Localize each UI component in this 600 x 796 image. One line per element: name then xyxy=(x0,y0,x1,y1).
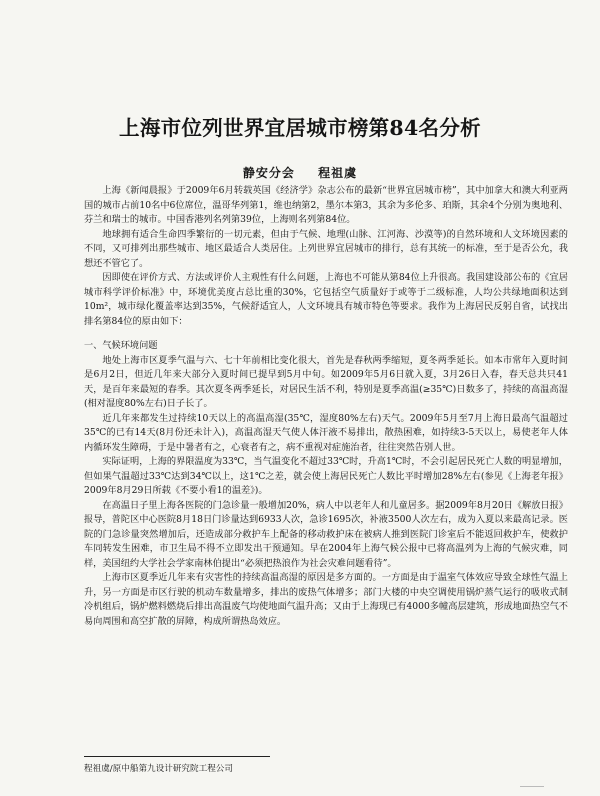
intro-paragraph: 因即使在评价方式、方法或评价人主观性有什么问题，上海也不可能从第84位上升很高。我国建设部公布的《宜居城市科学评价标准》中，环境优美度占总比重的30%，它包括空气质量好于或等于二级标准，人均公共绿地面积达到10m²，城市绿化覆盖率达到35%，气候舒适宜人，人文环境具有城市特色等要求。我作为上海居民反躬自省，试找出排名第84位的原由如下： xyxy=(84,272,568,327)
section-paragraph: 实际证明，上海的界限温度为33℃，当气温变化不超过33℃时，升高1℃时，不会引起居民死亡人数的明显增加，但如果气温超过33℃达到34℃以上，这1℃之差，就会使上海居民死亡人数比平时增加28%左右(参见《上海老年报》2009年8月29日所载《不要小看1的温差》)。 xyxy=(84,456,568,496)
section-paragraph: 近几年来都发生过持续10天以上的高温高湿(35℃，湿度80%左右)天气。2009年5月至7月上海日最高气温超过35℃的已有14天(8月份还未计入)，高温高湿天气使人体汗液不易排出，散热困难，如持续3-5天以上，易使老年人体内循环发生障碍，于是中暑者有之，心衰者有之，病不重视对症施治者，往往突然告别人世。 xyxy=(84,412,568,453)
section-paragraph: 地处上海市区夏季气温与六、七十年前相比变化很大，首先是春秋两季缩短，夏冬两季延长。如本市常年入夏时间是6月2日，但近几年来大部分入夏时间已提早到5月中旬。如2009年5月6日就入夏，3月26日入春，春天总共只41天，是百年来最短的春季。其次夏冬两季延长，对居民生活不利，特别是夏季高温(≥35℃)日数多了，持续的高温高湿(相对湿度80%左右)日子长了。 xyxy=(84,354,568,409)
article-title: 上海市位列世界宜居城市榜第84名分析 xyxy=(119,116,481,140)
author-affiliation: 静安分会 xyxy=(242,166,295,180)
author-footnote: 程祖虞/原中船第九设计研究院工程公司 xyxy=(84,764,233,774)
section-paragraph: 在高温日子里上海各医院的门急诊量一般增加20%，病人中以老年人和儿童居多。据2009年8月20日《解放日报》报导，普陀区中心医院8月18日门诊量达到6933人次，急诊1695次，补液3500人次左右，成为入夏以来最高记录。医院的门急诊量突然增加后，还造成部分救护车上配备的移动救护床在被病人推到医院门诊室后不能返回救护车，使救护车同转发生困难，市卫生局不得不立即发出干预通知。早在2004年上海气候公报中已将高温列为上海的气候灾难，同样，美国纽约大学社会学家南林伯提出“必须把热浪作为社会灾难问题看待”。 xyxy=(84,499,568,569)
intro-paragraph: 地球拥有适合生命四季繁衍的一切元素，但由于气候、地理(山脉、江河海、沙漠等)的自然环境和人文环境因素的不同，又可排列出那些城市、地区最适合人类居住。上列世界宜居城市的排行，总有其统一的标准，至于是否公允，我想还不管它了。 xyxy=(84,228,568,269)
article-authors xyxy=(40,166,560,180)
section-paragraph: 上海市区夏季近几年来有灾害性的持续高温高湿的原因是多方面的。一方面是由于温室气体效应导致全球性气温上升，另一方面是市区行驶的机动车数量增多，排出的废热气体增多；部门大楼的中央空调使用锅炉蒸气运行的吸收式制冷机组后，锅炉燃料燃烧后排出高温废气均使地面气温升高；又由于上海现已有4000多幢高层建筑，形成地面热空气不易向周围和高空扩散的屏障，构成所谓热岛效应。 xyxy=(84,572,568,627)
section-heading: 一、气候环境问题 xyxy=(84,340,158,351)
article-body xyxy=(84,184,568,629)
section-spacer xyxy=(84,329,568,336)
author-name: 程祖虞 xyxy=(318,166,358,180)
intro-paragraph: 上海《新闻晨报》于2009年6月转载英国《经济学》杂志公布的最新“世界宜居城市榜”，其中加拿大和澳大利亚两国的城市占前10名中6位席位，温哥华列第1，维也纳第2，墨尔本第3，其余为多伦多、珀斯，其余4个分别为奥地利、芬兰和瑞士的城市。中国香港列名列第39位，上海则名列第84位。 xyxy=(84,185,568,225)
page-edge-mark xyxy=(520,786,544,787)
footnote-divider xyxy=(84,756,270,757)
